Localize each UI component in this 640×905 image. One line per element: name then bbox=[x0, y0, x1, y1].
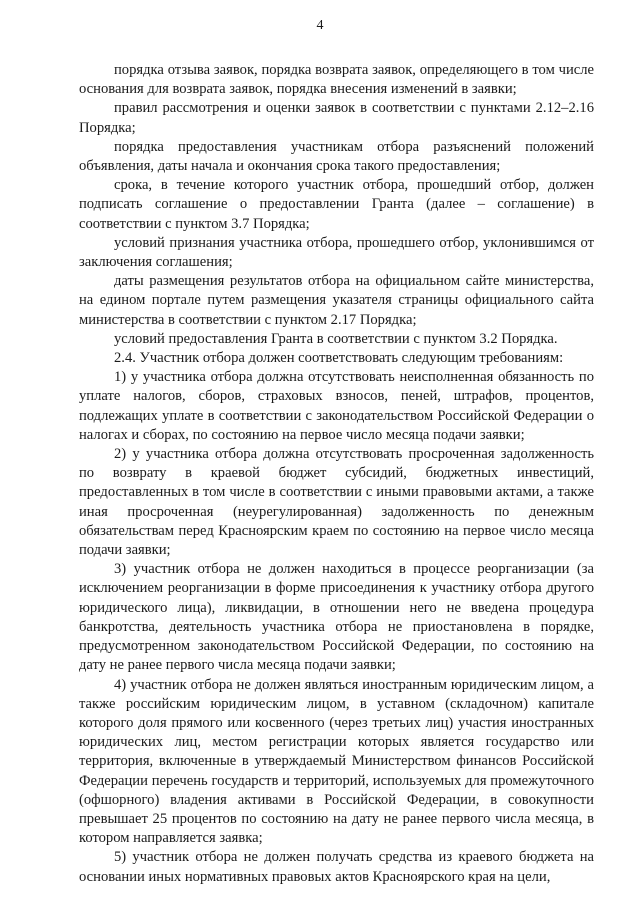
requirement-2: 2) у участника отбора должна отсутствовать просроченная задолженность по возврату в краевой бюджет субсидий, бюджетных инвестиций, предоставленных в том числе в соответствии с иными правовыми актами, а также иная просроченная (неурегулированная) задолженность по денежным обязательствам перед Красноярским краем по состоянию на первое число месяца подачи заявки; bbox=[79, 446, 594, 559]
paragraph: условий предоставления Гранта в соответствии с пунктом 3.2 Порядка. bbox=[114, 330, 558, 347]
paragraph: условий признания участника отбора, прошедшего отбор, уклонившимся от заключения соглашения; bbox=[79, 234, 594, 271]
paragraph: порядка отзыва заявок, порядка возврата заявок, определяющего в том числе основания для возврата заявок, порядка внесения изменений в заявки; bbox=[79, 62, 594, 98]
requirement-4: 4) участник отбора не должен являться иностранным юридическим лицом, а также российским юридическим лицом, в уставном (складочном) капитале которого доля прямого или косвенного (через третьих лиц) участия иностранных юридических лиц, местом регистрации которых является государство или территория, включенные в утверждаемый Министерством финансов Российской Федерации перечень государств и территорий, используемых для промежуточного (офшорного) владения активами в Российской Федерации, в совокупности превышает 25 процентов по состоянию на дату не ранее первого числа месяца, в котором направляется заявка; bbox=[79, 676, 594, 847]
page-number: 4 bbox=[316, 18, 324, 33]
paragraph: срока, в течение которого участник отбора, прошедший отбор, должен подписать соглашение о предоставлении Гранта (далее – соглашение) в соответствии с пунктом 3.7 Порядка; bbox=[79, 177, 594, 232]
requirement-5: 5) участник отбора не должен получать средства из краевого бюджета на основании иных нормативных правовых актов Красноярского края на цели, bbox=[79, 849, 594, 885]
paragraph: правил рассмотрения и оценки заявок в соответствии с пунктами 2.12–2.16 Порядка; bbox=[79, 100, 594, 136]
requirement-3: 3) участник отбора не должен находиться в процессе реорганизации (за исключением реорганизации в форме присоединения к участнику отбора другого юридического лица), ликвидации, в отношении него не введена процедура банкротства, деятельность участника отбора не приостановлена в порядке, предусмотренном законодательством Российской Федерации, по состоянию на дату не ранее первого числа месяца подачи заявки; bbox=[79, 561, 594, 674]
paragraph: даты размещения результатов отбора на официальном сайте министерства, на едином портале путем размещения указателя страницы официального сайта министерства в соответствии с пунктом 2.17 Порядка; bbox=[79, 273, 594, 328]
paragraph: порядка предоставления участникам отбора разъяснений положений объявления, даты начала и окончания срока такого предоставления; bbox=[79, 138, 594, 175]
document-body bbox=[79, 61, 594, 887]
requirement-1: 1) у участника отбора должна отсутствовать неисполненная обязанность по уплате налогов, сборов, страховых взносов, пеней, штрафов, процентов, подлежащих уплате в соответствии с законодательством Российской Федерации о налогах и сборах, по состоянию на первое число месяца подачи заявки; bbox=[79, 369, 594, 443]
section-2-4-heading: 2.4. Участник отбора должен соответствовать следующим требованиям: bbox=[114, 350, 564, 367]
